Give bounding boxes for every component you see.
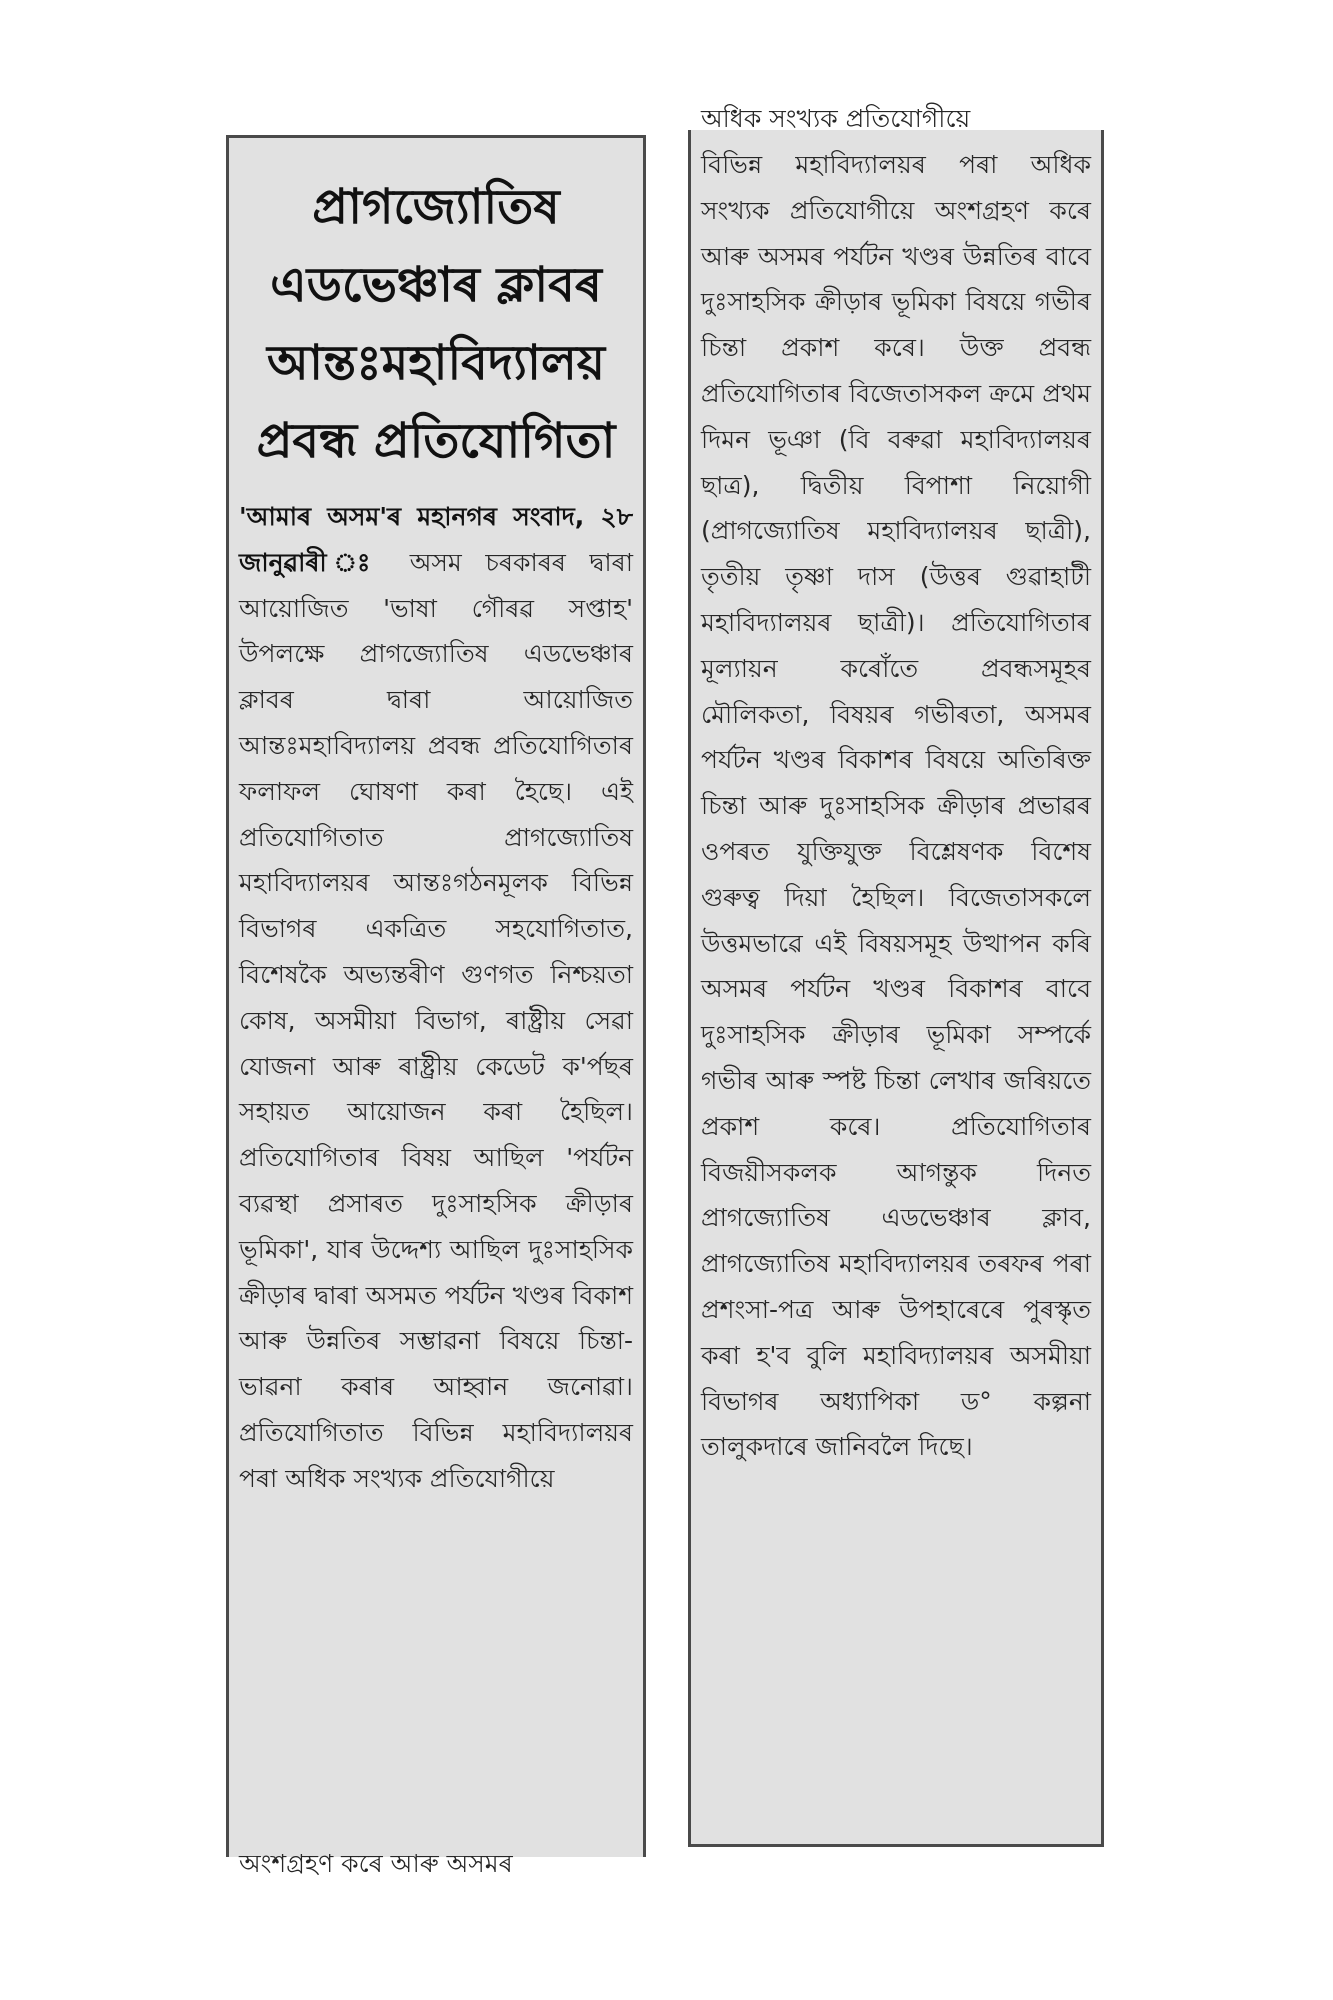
headline-line-3: আন্তঃমহাবিদ্যালয়: [267, 335, 605, 391]
article-headline: [239, 168, 633, 480]
article-body-right: বিভিন্ন মহাবিদ্যালয়ৰ পৰা অধিক সংখ্যক প্ৰতিযোগীয়ে অংশগ্ৰহণ কৰে আৰু অসমৰ পৰ্যটন খণ্ডৰ উন্নতিৰ বাবে দুঃসাহসিক ক্ৰীড়াৰ ভূমিকা বিষয়ে গভীৰ চিন্তা প্ৰকাশ কৰে। উক্ত প্ৰবন্ধ প্ৰতিযোগিতাৰ বিজেতাসকল ক্ৰমে প্ৰথম দিমন ভূঞা (বি বৰুৱা মহাবিদ্যালয়ৰ ছাত্ৰ), দ্বিতীয় বিপাশা নিয়োগী (প্ৰাগজ্যোতিষ মহাবিদ্যালয়ৰ ছাত্ৰী), তৃতীয় তৃষ্ণা দাস (উত্তৰ গুৱাহাটী মহাবিদ্যালয়ৰ ছাত্ৰী)। প্ৰতিযোগিতাৰ মূল্যায়ন কৰোঁতে প্ৰবন্ধসমূহৰ মৌলিকতা, বিষয়ৰ গভীৰতা, অসমৰ পৰ্যটন খণ্ডৰ বিকাশৰ বিষয়ে অতিৰিক্ত চিন্তা আৰু দুঃসাহসিক ক্ৰীড়াৰ প্ৰভাৱৰ ওপৰত যুক্তিযুক্ত বিশ্লেষণক বিশেষ গুৰুত্ব দিয়া হৈছিল। বিজেতাসকলে উত্তমভাৱে এই বিষয়সমূহ উত্থাপন কৰি অসমৰ পৰ্যটন খণ্ডৰ বিকাশৰ বাবে দুঃসাহসিক ক্ৰীড়াৰ ভূমিকা সম্পৰ্কে গভীৰ আৰু স্পষ্ট চিন্তা লেখাৰ জৰিয়তে প্ৰকাশ কৰে। প্ৰতিযোগিতাৰ বিজয়ীসকলক আগন্তুক দিনত প্ৰাগজ্যোতিষ এডভেঞ্চাৰ ক্লাব, প্ৰাগজ্যোতিষ মহাবিদ্যালয়ৰ তৰফৰ পৰা প্ৰশংসা-পত্ৰ আৰু উপহাৰেৰে পুৰস্কৃত কৰা হ'ব বুলি মহাবিদ্যালয়ৰ অসমীয়া বিভাগৰ অধ্যাপিকা ড° কল্পনা তালুকদাৰে জানিবলৈ দিছে।: [701, 150, 1091, 1462]
truncated-line-top: [701, 104, 1091, 150]
article-body-left: [239, 494, 633, 1502]
truncated-line-bottom: [239, 1845, 633, 1878]
truncated-text-top: অধিক সংখ্যক প্ৰতিযোগীয়ে: [701, 104, 971, 133]
truncated-text-bottom: অংশগ্ৰহণ কৰে আৰু অসমৰ: [239, 1849, 513, 1878]
article-column-left: [226, 135, 646, 1878]
article-text-left: অসম চৰকাৰৰ দ্বাৰা আয়োজিত 'ভাষা গৌৰৱ সপ্তাহ' উপলক্ষে প্ৰাগজ্যোতিষ এডভেঞ্চাৰ ক্লাবৰ দ্বাৰা আয়োজিত আন্তঃমহাবিদ্যালয় প্ৰবন্ধ প্ৰতিযোগিতাৰ ফলাফল ঘোষণা কৰা হৈছে। এই প্ৰতিযোগিতাত প্ৰাগজ্যোতিষ মহাবিদ্যালয়ৰ আন্তঃগঠনমূলক বিভিন্ন বিভাগৰ একত্ৰিত সহযোগিতাত, বিশেষকৈ অভ্যন্তৰীণ গুণগত নিশ্চয়তা কোষ, অসমীয়া বিভাগ, ৰাষ্ট্ৰীয় সেৱা যোজনা আৰু ৰাষ্ট্ৰীয় কেডেট ক'ৰ্পছৰ সহায়ত আয়োজন কৰা হৈছিল। প্ৰতিযোগিতাৰ বিষয় আছিল 'পৰ্যটন ব্যৱস্থা প্ৰসাৰত দুঃসাহসিক ক্ৰীড়াৰ ভূমিকা', যাৰ উদ্দেশ্য আছিল দুঃসাহসিক ক্ৰীড়াৰ দ্বাৰা অসমত পৰ্যটন খণ্ডৰ বিকাশ আৰু উন্নতিৰ সম্ভাৱনা বিষয়ে চিন্তা-ভাৱনা কৰাৰ আহ্বান জনোৱা। প্ৰতিযোগিতাত বিভিন্ন মহাবিদ্যালয়ৰ পৰা অধিক সংখ্যক প্ৰতিযোগীয়ে: [239, 547, 633, 1493]
article-column-right: [688, 104, 1104, 1847]
headline-line-2: এডভেঞ্চাৰ ক্লাবৰ: [270, 257, 602, 313]
headline-line-4: প্ৰবন্ধ প্ৰতিযোগিতা: [256, 413, 616, 469]
headline-line-1: প্ৰাগজ্যোতিষ: [312, 179, 560, 235]
article-dateline: 'আমাৰ অসম'ৰ মহানগৰ সংবাদ, ২৮ জানুৱাৰী ঃ: [239, 502, 633, 577]
